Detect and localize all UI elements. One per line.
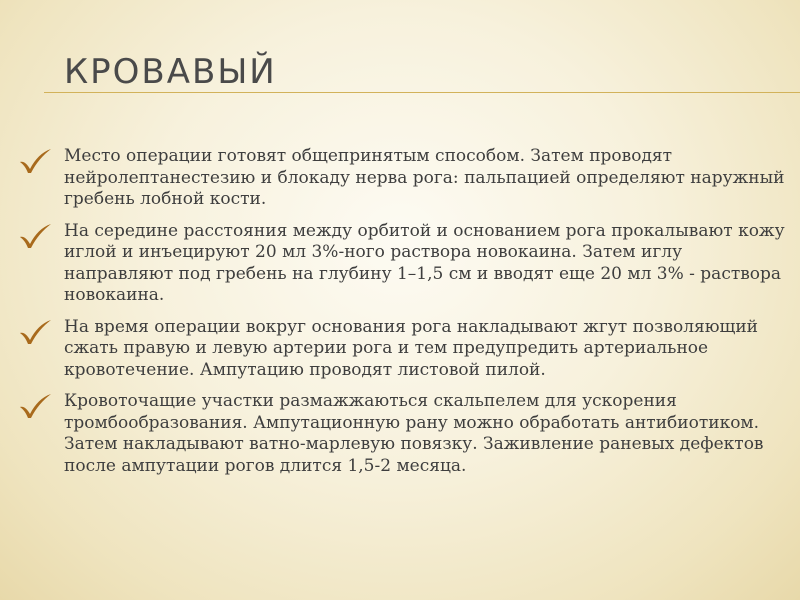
bullet-text: На середине расстояния между орбитой и основанием рога прокалывают кожу иглой и инъецируют 20 мл 3%-ного раствора новокаина. Затем иглу направляют под гребень на глубину 1–1,5 см и вводят еще 20 мл 3% - раствора новокаина. [64,220,785,305]
bullet-item [18,317,788,382]
bullet-text: На время операции вокруг основания рога накладывают жгут позволяющий сжать правую и левую артерии рога и тем предупредить артериальное кровотечение. Ампутацию проводят листовой пилой. [64,316,759,380]
slide-title: КРОВАВЫЙ [64,52,277,92]
checkmark-icon [18,223,52,249]
bullet-text: Место операции готовят общепринятым способом. Затем проводят нейролептанестезию и блокаду нерва рога: пальпацией определяют наружный гребень лобной кости. [64,146,785,209]
bullet-text: Кровоточащие участки размажжаються скальпелем для ускорения тромбообразования. Ампутационную рану можно обработать антибиотиком. Затем накладывают ватно-марлевую повязку. Заживление раневых дефектов после ампутации рогов длится 1,5-2 месяца. [64,391,764,476]
bullet-item [18,391,788,477]
title-divider [44,92,800,93]
checkmark-icon [18,319,52,345]
checkmark-icon [18,148,52,174]
bullet-item [18,221,788,307]
bullet-item [18,146,788,211]
checkmark-icon [18,393,52,419]
bullet-list [18,146,788,487]
